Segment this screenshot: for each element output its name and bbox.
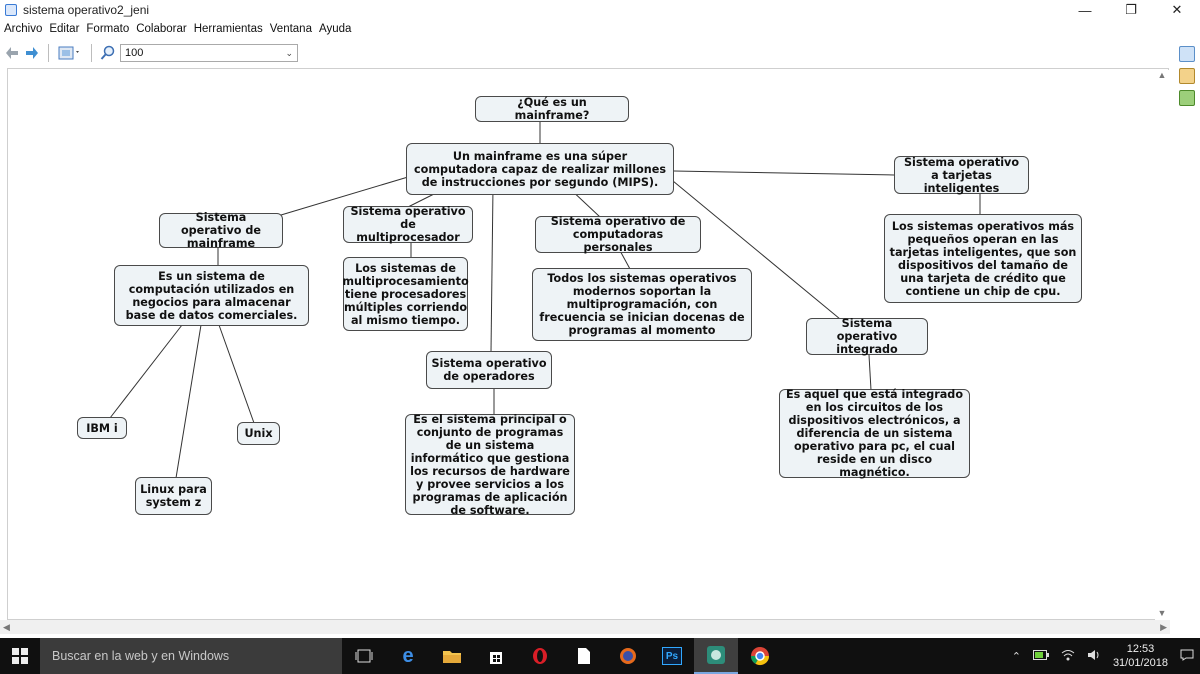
maximize-button[interactable]: ❐ <box>1125 2 1137 17</box>
photoshop-icon[interactable] <box>650 638 694 674</box>
toolbar-separator <box>91 44 92 62</box>
menu-ayuda[interactable]: Ayuda <box>318 23 352 35</box>
zoom-icon[interactable] <box>100 45 116 61</box>
forward-arrow-icon[interactable] <box>24 45 40 61</box>
scroll-left-icon[interactable]: ◀ <box>3 621 10 632</box>
node-so-multiprocesador[interactable]: Sistema operativo de multiprocesador <box>343 206 473 243</box>
back-arrow-icon[interactable] <box>4 45 20 61</box>
toolbar-separator <box>48 44 49 62</box>
system-tray <box>1006 638 1200 674</box>
battery-icon[interactable] <box>1033 650 1049 663</box>
scroll-up-icon[interactable]: ▲ <box>1157 70 1167 80</box>
menu-colaborar[interactable]: Colaborar <box>136 23 187 35</box>
node-so-pc[interactable]: Sistema operativo de computadoras personales <box>535 216 701 253</box>
vertical-scrollbar[interactable] <box>1155 70 1169 620</box>
opera-icon[interactable] <box>518 638 562 674</box>
clock-time: 12:53 <box>1126 643 1155 655</box>
view-icon[interactable] <box>57 45 83 61</box>
node-so-operadores-desc[interactable]: Es el sistema principal o conjunto de programas de un sistema informático que gestiona los recursos de hardware y provee servicios a los programas de aplicación de software. <box>405 414 575 515</box>
menu-editar[interactable]: Editar <box>49 23 80 35</box>
chevron-up-icon[interactable]: ⌃ <box>1011 650 1021 663</box>
chrome-icon[interactable] <box>738 638 782 674</box>
node-so-pc-desc[interactable]: Todos los sistemas operativos modernos soportan la multiprogramación, con frecuencia se inician docenas de programas al momento <box>532 268 752 341</box>
node-so-mainframe-desc[interactable]: Es un sistema de computación utilizados en negocios para almacenar base de datos comerciales. <box>114 265 309 326</box>
title-bar <box>0 0 1200 20</box>
menu-bar <box>0 20 1200 38</box>
edge-icon[interactable]: e <box>402 644 414 667</box>
node-linux[interactable]: Linux para system z <box>135 477 212 515</box>
book-icon[interactable] <box>1179 90 1195 106</box>
node-unix[interactable]: Unix <box>237 422 280 445</box>
file-explorer-icon[interactable] <box>430 638 474 674</box>
window-title: sistema operativo2_jeni <box>23 3 150 17</box>
app-icon <box>5 4 17 16</box>
windows-taskbar <box>0 638 1200 674</box>
node-so-tarjetas[interactable]: Sistema operativo a tarjetas inteligentes <box>894 156 1029 194</box>
taskbar-clock[interactable] <box>1113 642 1168 670</box>
menu-herramientas[interactable]: Herramientas <box>193 23 263 35</box>
node-ibm[interactable]: IBM i <box>77 417 127 439</box>
menu-ventana[interactable]: Ventana <box>269 23 312 35</box>
node-so-tarjetas-desc[interactable]: Los sistemas operativos más pequeños operan en las tarjetas inteligentes, que son dispositivos del tamaño de una tarjeta de crédito que contiene un chip de cpu. <box>884 214 1082 303</box>
pencil-icon[interactable] <box>1179 68 1195 84</box>
document-icon[interactable] <box>562 638 606 674</box>
zoom-value: 100 <box>125 47 144 59</box>
taskbar-search-input[interactable]: Buscar en la web y en Windows <box>40 638 342 674</box>
node-so-integrado-desc[interactable]: Es aquel que está integrado en los circuitos de los dispositivos electrónicos, a diferencia de un sistema operativo para pc, el cual reside en un disco magnético. <box>779 389 970 478</box>
concept-map-canvas[interactable] <box>7 68 1169 620</box>
task-view-icon[interactable] <box>342 638 386 674</box>
node-so-integrado[interactable]: Sistema operativo integrado <box>806 318 928 355</box>
node-so-mainframe[interactable]: Sistema operativo de mainframe <box>159 213 283 248</box>
minimize-button[interactable]: — <box>1078 2 1092 18</box>
firefox-icon[interactable] <box>606 638 650 674</box>
styles-icon[interactable] <box>1179 46 1195 62</box>
menu-formato[interactable]: Formato <box>86 23 130 35</box>
zoom-select[interactable] <box>120 44 298 62</box>
wifi-icon[interactable] <box>1061 649 1075 664</box>
window-controls <box>1062 0 1200 20</box>
node-so-operadores[interactable]: Sistema operativo de operadores <box>426 351 552 389</box>
horizontal-scrollbar[interactable] <box>0 620 1170 634</box>
store-icon[interactable] <box>474 638 518 674</box>
node-root[interactable]: ¿Qué es un mainframe? <box>475 96 629 122</box>
notifications-icon[interactable] <box>1180 649 1194 664</box>
close-button[interactable]: ✕ <box>1171 2 1183 17</box>
scroll-down-icon[interactable]: ▼ <box>1157 608 1167 618</box>
photoshop-label: Ps <box>662 647 682 665</box>
toolbar <box>0 39 1200 67</box>
menu-archivo[interactable]: Archivo <box>4 23 43 35</box>
clock-date: 31/01/2018 <box>1112 657 1168 669</box>
scroll-right-icon[interactable]: ▶ <box>1160 621 1167 632</box>
cmaptools-icon[interactable] <box>694 638 738 674</box>
volume-icon[interactable] <box>1087 649 1101 664</box>
side-tools <box>1173 40 1200 110</box>
node-so-multiprocesador-desc[interactable]: Los sistemas de multiprocesamiento tiene procesadores múltiples corriendo al mismo tiempo. <box>343 257 468 331</box>
windows-start-icon[interactable] <box>0 638 40 674</box>
node-definition[interactable]: Un mainframe es una súper computadora capaz de realizar millones de instrucciones por segundo (MIPS). <box>406 143 674 195</box>
chevron-down-icon: ⌄ <box>285 47 293 58</box>
